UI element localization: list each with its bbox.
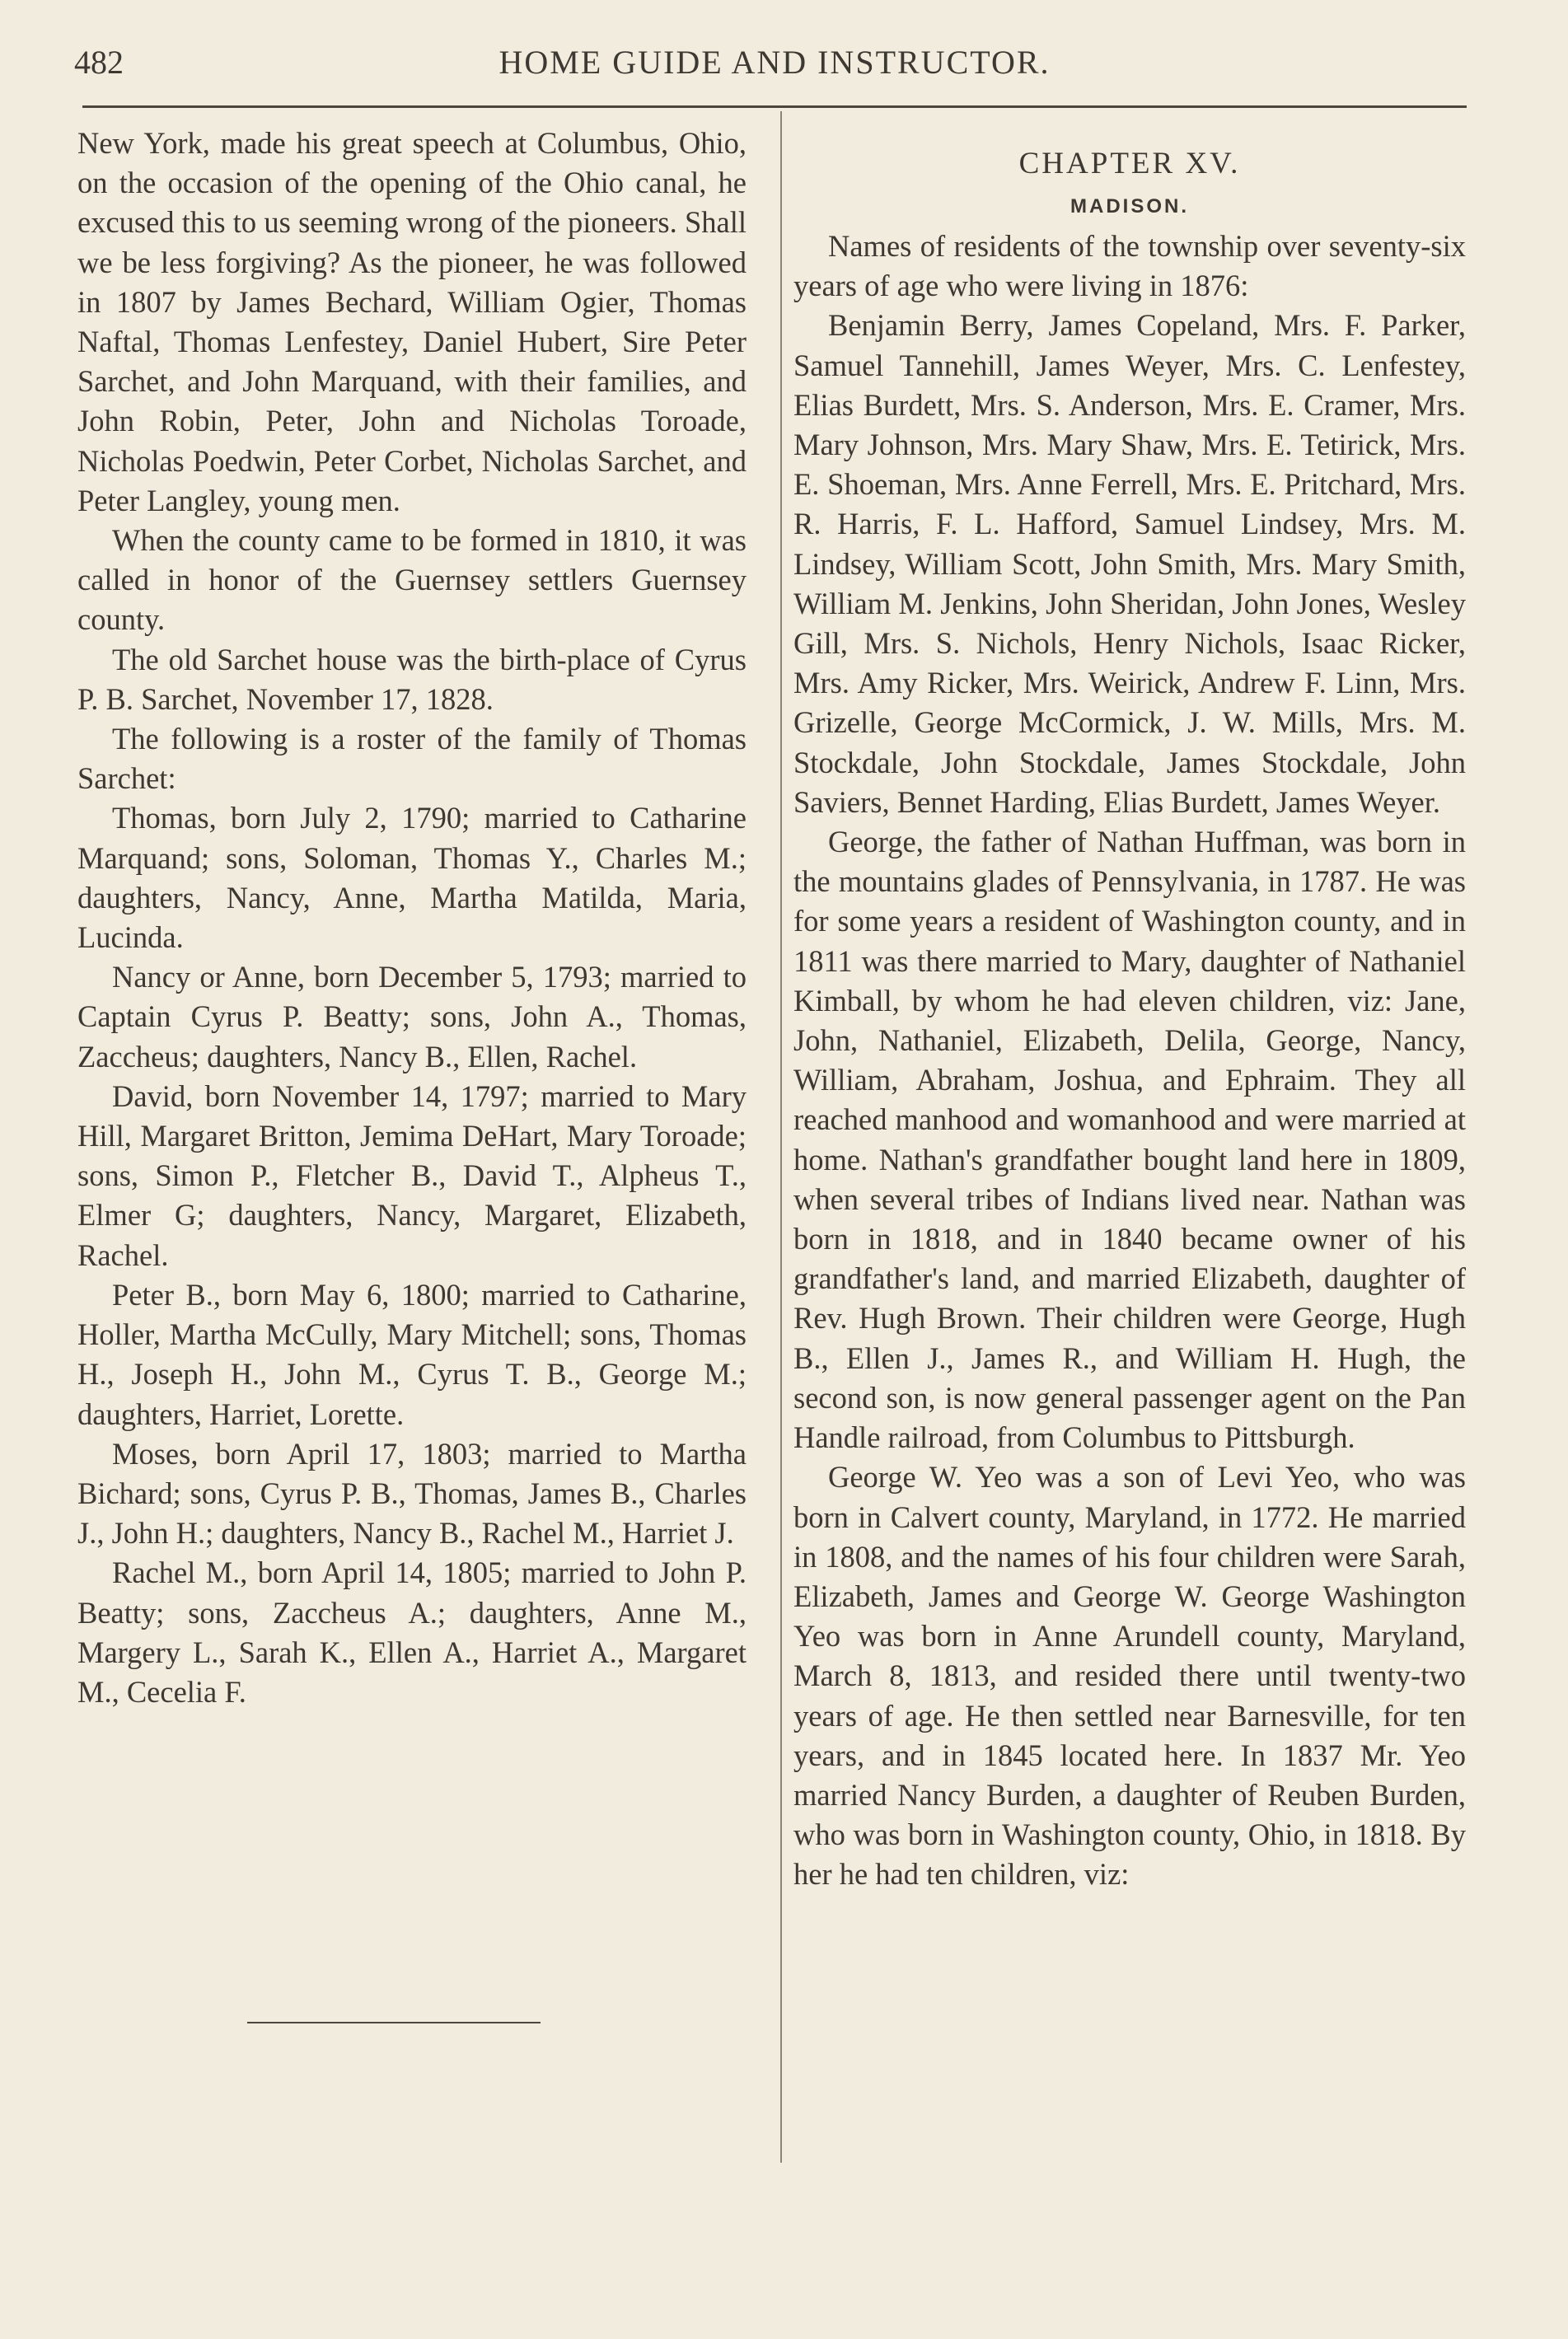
paragraph: George W. Yeo was a son of Levi Yeo, who was born in Calvert county, Maryland, in 1772. He married in 1808, and the names of his four children were Sarah, Elizabeth, James and George W. George Washington Yeo was born in Anne Arundell county, Maryland, March 8, 1813, and resided there until twenty-two years of age. He then settled near Barnesville, for ten years, and in 1845 located here. In 1837 Mr. Yeo married Nancy Burden, a daughter of Reuben Burden, who was born in Washington county, Ohio, in 1818. By her he had ten children, viz:: [793, 1460, 1466, 1892]
paragraph: Moses, born April 17, 1803; married to Martha Bichard; sons, Cyrus P. B., Thomas, James B., Charles J., John H.; daughters, Nancy B., Rachel M., Harriet J.: [77, 1436, 747, 1551]
paragraph: Peter B., born May 6, 1800; married to Catharine, Holler, Martha McCully, Mary Mitchell; sons, Thomas H., Joseph H., John M., Cyrus T. B., George M.; daughters, Harriet, Lorette.: [77, 1277, 747, 1431]
paragraph: When the county came to be formed in 1810, it was called in honor of the Guernsey settlers Guernsey county.: [77, 523, 747, 637]
paragraph: Rachel M., born April 14, 1805; married to John P. Beatty; sons, Zaccheus A.; daughters, Anne M., Margery L., Sarah K., Ellen A., Harriet A., Margaret M., Cecelia F.: [77, 1555, 747, 1709]
paragraph: The old Sarchet house was the birth-place of Cyrus P. B. Sarchet, November 17, 1828.: [77, 642, 747, 716]
paragraph: The following is a roster of the family of Thomas Sarchet:: [77, 722, 747, 796]
chapter-subtitle: MADISON.: [1070, 195, 1189, 218]
column-divider: [780, 111, 782, 2163]
header-rule: [82, 105, 1467, 108]
left-column: [77, 124, 747, 1712]
paragraph: David, born November 14, 1797; married to Mary Hill, Margaret Britton, Jemima DeHart, Mary Toroade; sons, Simon P., Fletcher B., David T., Alpheus T., Elmer G; daughters, Nancy, Margaret, Elizabeth, Rachel.: [77, 1078, 747, 1272]
paragraph: Nancy or Anne, born December 5, 1793; married to Captain Cyrus P. Beatty; sons, John A., Thomas, Zaccheus; daughters, Nancy B., Ellen, Rachel.: [77, 960, 747, 1074]
paragraph: New York, made his great speech at Columbus, Ohio, on the occasion of the opening of the Ohio canal, he excused this to us seeming wrong of the pioneers. Shall we be less forgiving? As the pioneer, he was followed in 1807 by James Bechard, William Ogier, Thomas Naftal, Thomas Lenfestey, Daniel Hubert, Sire Peter Sarchet, and John Marquand, with their families, and John Robin, Peter, John and Nicholas Toroade, Nicholas Poedwin, Peter Corbet, Nicholas Sarchet, and Peter Langley, young men.: [77, 126, 747, 517]
right-column: [793, 144, 1466, 1895]
paragraph: George, the father of Nathan Huffman, was born in the mountains glades of Pennsylvania, in 1787. He was for some years a resident of Washington county, and in 1811 was there married to Mary, daughter of Nathaniel Kimball, by whom he had eleven children, viz: Jane, John, Nathaniel, Elizabeth, Delila, George, Nancy, William, Abraham, Joshua, and Ephraim. They all reached manhood and womanhood and were married at home. Nathan's grandfather bought land here in 1809, when several tribes of Indians lived near. Nathan was born in 1818, and in 1840 became owner of his grandfather's land, and married Elizabeth, daughter of Rev. Hugh Brown. Their children were George, Hugh B., Ellen J., James R., and William H. Hugh, the second son, is now general passenger agent on the Pan Handle railroad, from Columbus to Pittsburgh.: [793, 825, 1466, 1455]
paragraph: Benjamin Berry, James Copeland, Mrs. F. Parker, Samuel Tannehill, James Weyer, Mrs. C. Lenfestey, Elias Burdett, Mrs. S. Anderson, Mrs. E. Cramer, Mrs. Mary Johnson, Mrs. Mary Shaw, Mrs. E. Tetirick, Mrs. E. Shoeman, Mrs. Anne Ferrell, Mrs. E. Pritchard, Mrs. R. Harris, F. L. Hafford, Samuel Lindsey, Mrs. M. Lindsey, William Scott, John Smith, Mrs. Mary Smith, William M. Jenkins, John Sheridan, John Jones, Wesley Gill, Mrs. S. Nichols, Henry Nichols, Isaac Ricker, Mrs. Amy Ricker, Mrs. Weirick, Andrew F. Linn, Mrs. Grizelle, George McCormick, J. W. Mills, Mrs. M. Stockdale, John Stockdale, James Stockdale, John Saviers, Bennet Harding, Elias Burdett, James Weyer.: [793, 308, 1466, 819]
chapter-title: CHAPTER XV.: [1018, 147, 1241, 180]
page-number: 482: [74, 44, 124, 81]
paragraph: Thomas, born July 2, 1790; married to Catharine Marquand; sons, Soloman, Thomas Y., Charles M.; daughters, Nancy, Anne, Martha Matilda, Maria, Lucinda.: [77, 801, 747, 955]
page-header: [74, 43, 1475, 92]
running-title: HOME GUIDE AND INSTRUCTOR.: [498, 44, 1051, 81]
section-end-rule: [247, 2022, 541, 2023]
paragraph: Names of residents of the township over seventy-six years of age who were living in 1876:: [793, 229, 1466, 303]
